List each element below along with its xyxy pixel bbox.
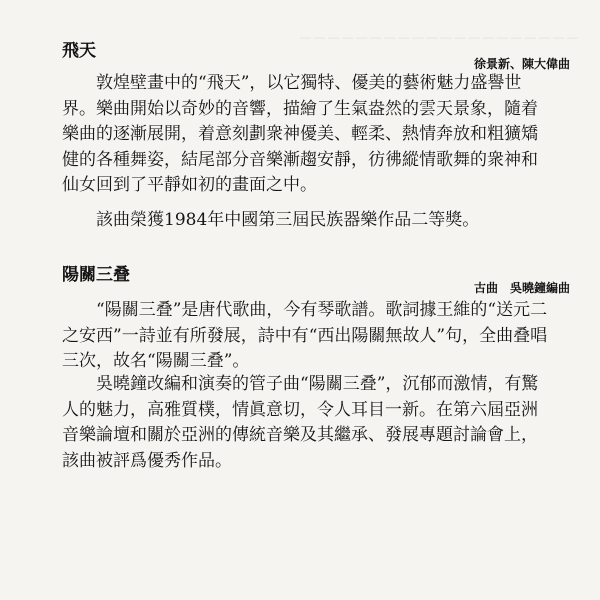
credit-feitian: 徐景新、陳大偉曲: [473, 57, 570, 71]
paragraph-feitian-2: 該曲榮獲1984年中國第三屆民族器樂作品二等獎。: [96, 210, 480, 230]
credit-yangguan: 古曲 吳曉鐘編曲: [473, 281, 570, 295]
paragraph-yangguan-1: “陽關三叠”是唐代歌曲，今有琴歌譜。歌詞據王維的“送元二之安西”一詩並有所發展，詩中有“西出陽關無故人”句，全曲叠唱三次，故名“陽關三叠”。: [62, 300, 548, 371]
paragraph-yangguan-2: 吳曉鐘改編和演奏的管子曲“陽關三叠”，沉郁而激情，有驚人的魅力，高雅質樸，情眞意切，令人耳目一新。在第六屆亞洲音樂論壇和關於亞洲的傳統音樂及其繼承、發展專題討論會上，該曲被評爲優秀作品。: [62, 374, 539, 471]
show-through-text: — — — — — — — — — — — — — — — — — — — —: [300, 32, 579, 44]
section-title-yangguan: 陽關三叠: [62, 265, 130, 285]
paragraph-feitian-1: 敦煌壁畫中的“飛天”，以它獨特、優美的藝術魅力盛譽世界。樂曲開始以奇妙的音響，描繪了生氣盎然的雲天景象，隨着樂曲的逐漸展開，着意刻劃衆神優美、輕柔、熱情奔放和粗獷矯健的各種舞姿，結尾部分音樂漸趨安靜，彷彿縱情歌舞的衆神和仙女回到了平靜如初的畫面之中。: [62, 73, 538, 195]
section-title-feitian: 飛天: [62, 41, 96, 61]
